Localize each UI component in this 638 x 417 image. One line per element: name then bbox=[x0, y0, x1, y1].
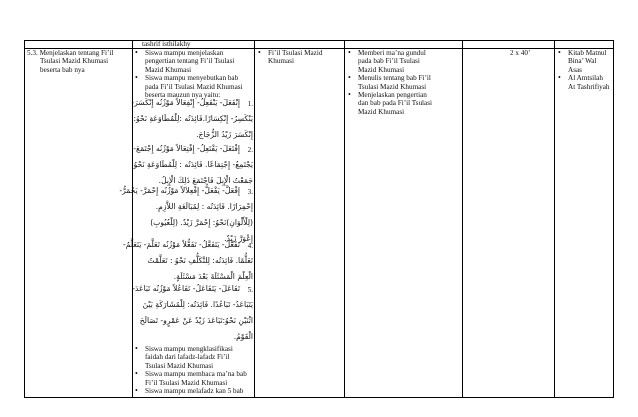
arabic-line: إِحْمِرَارًا. فَائِدَتُه : لِمُبَالَغَةِ اللاَّزِمِ. bbox=[155, 202, 253, 211]
indicator-line: beserta bab nya bbox=[40, 65, 85, 74]
goals-cell bbox=[133, 49, 253, 99]
arabic-line: اثْنَيْنِ نَحْوُ:تَبَاعَدَ زَيْدٌ عَنْ عَمْرٍو- تَصَالَحَ bbox=[139, 316, 253, 325]
source-item bbox=[556, 49, 613, 74]
arabic-line: الْقَوْمُ. bbox=[233, 332, 253, 341]
continued-text bbox=[142, 40, 191, 48]
goal-item bbox=[133, 49, 253, 74]
arabic-line: تَفَعَّلَ- يَتَفَعَّلُ- تَفَعُّلاً مَوْزُنُه تَعَلَّمَ- يَتَعَلَّمُ- bbox=[122, 240, 240, 249]
activity-text: Mazid Khumasi bbox=[358, 65, 405, 74]
activity-text: • Menulis tentang bab Fi’il bbox=[358, 74, 431, 83]
goal-text: pengertian tentang Fi’il Tsulasi bbox=[145, 57, 235, 66]
indicator-line: Tsulasi Mazid Khumasi bbox=[40, 57, 109, 66]
goal-text: • Siswa mampu mengklasifikasi bbox=[145, 345, 233, 353]
goals-cell-bottom bbox=[133, 345, 253, 395]
arabic-line: يَنْكَسِرُ- إِنْكِسَارًا.فَائِدَتُه :لِلْمُطَاوَعَةِ نَحْوُ: bbox=[133, 114, 253, 123]
sources-list bbox=[556, 49, 613, 91]
goal-text: • Siswa mampu membaca ma’na bab bbox=[145, 370, 247, 379]
material-list bbox=[256, 49, 344, 66]
arabic-line: (لِلْأَلْوَانِ)نَحْوُ: إِحْمَرَّ زَيْدٌ. (لِلْعُيُوبِ) bbox=[150, 218, 253, 227]
source-text: • Kitab Matnul bbox=[568, 49, 607, 57]
goal-item bbox=[133, 345, 253, 370]
arabic-item-number: 5. bbox=[247, 286, 253, 294]
activity-item bbox=[346, 91, 461, 116]
goal-item bbox=[133, 387, 253, 395]
activity-text: • Menjelaskan pengertian bbox=[358, 91, 427, 100]
arabic-line: يَجْتَمِعُ- إِجْتِمَاعًا. فَائِدَتُه : لِلْمُطَاوَعَةِ نَحْوُ: bbox=[131, 160, 253, 169]
sources-cell bbox=[556, 49, 613, 91]
goal-text: Fi’il Tsulasi Mazid Khumasi bbox=[145, 378, 228, 387]
arabic-line: تَعَلُّمًا. فَائِدَتُه: لِلتَّكَلُّفِ نَحْوُ : تَعَلَّمْتُ bbox=[147, 256, 253, 265]
arabic-line: إِفْتَعَلَ- يَفْتَعِلُ- إِفْتِعَالاً مَوْزُنُه إِجْتَمَعَ- bbox=[133, 144, 240, 153]
arabic-line: إِفْعَلَّ- يَفْعَلُّ- إِفْعِلاَلاً مَوْزُنُه إِحْمَرَّ- يَحْمَرُّ- bbox=[119, 186, 240, 195]
goals-list-bottom bbox=[133, 345, 253, 395]
arabic-line: يَتَبَاعَدُ- تَبَاعُدًا. فَائِدَتُه: لِلْمُشَارَكَةِ بَيْنَ bbox=[142, 300, 253, 309]
activity-text: Tsulasi Mazid Khumasi bbox=[358, 82, 427, 91]
table-bottom-border bbox=[24, 397, 614, 398]
goal-text: Tsulasi Mazid Khumasi bbox=[145, 361, 214, 370]
source-item bbox=[556, 74, 613, 91]
goal-text: • Siswa mampu melafadz kan 5 bab bbox=[145, 387, 244, 396]
activities-list bbox=[346, 49, 461, 116]
arabic-line: جَمَعْتُ الْإِبِلَ فَاجْتَمَعَ ذَلِكَ الْإِبِلُ. bbox=[158, 176, 253, 185]
activity-text: • Memberi ma’na gundul bbox=[358, 49, 426, 57]
activity-text: pada bab Fi’il Tsulasi bbox=[358, 57, 420, 66]
goal-text: beserta mauzun nya yaitu: bbox=[145, 91, 221, 100]
column-divider bbox=[462, 40, 463, 398]
activities-cell bbox=[346, 49, 461, 116]
table-top-border bbox=[24, 40, 614, 41]
column-divider bbox=[613, 40, 614, 398]
column-divider bbox=[24, 40, 25, 398]
indicator-line: 5.3. Menjelaskan tentang Fi’il bbox=[27, 49, 114, 57]
goal-text: pada Fi’il Tsulasi Mazid Khumasi bbox=[145, 82, 243, 91]
material-text: • Fi’il Tsulasi Mazid bbox=[268, 49, 323, 57]
column-divider bbox=[344, 40, 345, 398]
activity-text: dan bab pada Fi’il Tsulasi bbox=[358, 99, 433, 108]
activity-item bbox=[346, 49, 461, 74]
indicator-cell bbox=[27, 49, 113, 74]
source-text: • Al Amtsilah bbox=[568, 74, 603, 83]
goal-text: Mazid Khumasi bbox=[145, 65, 192, 74]
arabic-line: تَفَاعَلَ- يَتَفَاعَلُ- تَفَاعُلاً مَوْزُنُه تَبَاعَدَ- bbox=[132, 284, 240, 293]
source-text: Asas bbox=[568, 65, 582, 74]
goal-text: faidah dari lafadz-lafadz Fi’il bbox=[145, 353, 230, 362]
goals-list-top bbox=[133, 49, 253, 99]
source-text: At Tashrifiyah bbox=[568, 82, 610, 91]
goal-text: • Siswa mampu menyebutkan bab bbox=[145, 74, 239, 83]
arabic-item-number: 2. bbox=[247, 146, 253, 154]
material-text: Khumasi bbox=[268, 57, 294, 66]
activity-text: Mazid Khumasi bbox=[358, 107, 405, 116]
continued-text-line: tashrif isthilakhy bbox=[142, 40, 191, 48]
arabic-line: الْعِلْمَ الْمَسْئَلَةَ بَعْدَ مَسْئَلَةٍ. bbox=[173, 272, 253, 281]
material-item bbox=[256, 49, 344, 66]
goal-item bbox=[133, 74, 253, 99]
column-divider bbox=[554, 40, 555, 398]
time-allocation: 2 x 40’ bbox=[510, 49, 531, 57]
arabic-item-number: 4. bbox=[247, 242, 253, 250]
time-cell bbox=[462, 49, 554, 57]
arabic-line: إِنْكَسَرَ زَيْدُ الزُّجَاجَ. bbox=[196, 130, 253, 139]
goal-text: • Siswa mampu menjelaskan bbox=[145, 49, 224, 57]
arabic-item-number: 1. bbox=[247, 100, 253, 108]
source-text: Bina’ Wal bbox=[568, 57, 597, 66]
arabic-item-number: 3. bbox=[247, 188, 253, 196]
goal-item bbox=[133, 370, 253, 387]
arabic-line: إِنْفَعَلَ- يَنْفَعِلُ- إِنْفِعَالاً مَوْزُنُه إِنْكَسَرَ- bbox=[131, 98, 240, 107]
arabic-line: إِعْوَرَّ زَيْدٌ. bbox=[224, 234, 253, 243]
material-cell bbox=[256, 49, 344, 66]
column-divider bbox=[254, 40, 255, 398]
activity-item bbox=[346, 74, 461, 91]
